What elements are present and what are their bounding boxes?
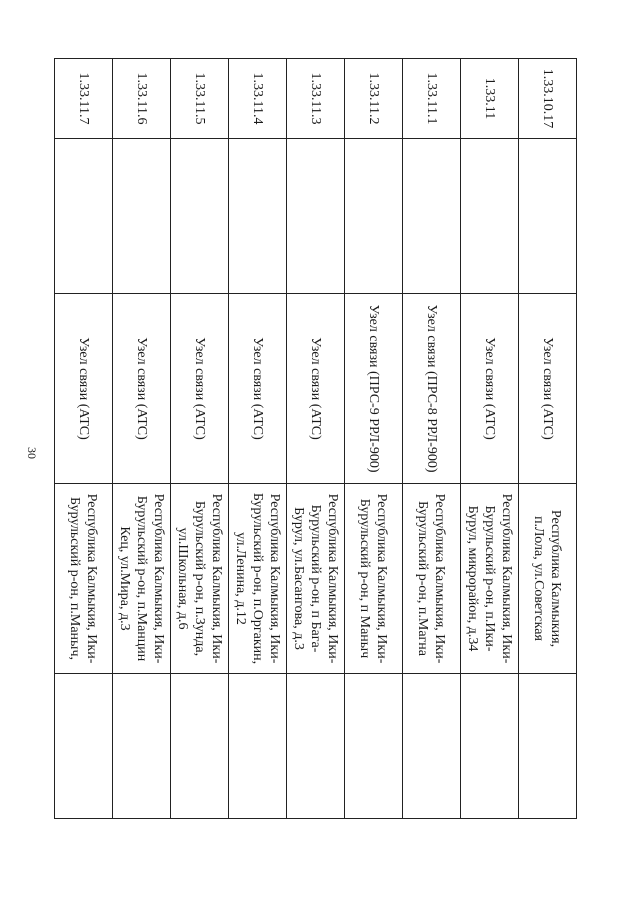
empty-cell: [519, 674, 577, 819]
empty-cell: [229, 139, 287, 294]
empty-cell: [287, 139, 345, 294]
facility-type: Узел связи (АТС): [55, 294, 113, 484]
table-row: [229, 59, 287, 819]
facility-address: Республика Калмыкия, Ики-Бурульский р-он, п.Ики-Бурул, микрорайон, д.34: [461, 484, 519, 674]
facility-type: Узел связи (АТС): [287, 294, 345, 484]
facility-address: Республика Калмыкия, Ики-Бурульский р-он, п.Зунда, ул.Школьная, д.6: [171, 484, 229, 674]
row-number: 1.33.11.4: [229, 59, 287, 139]
page-number: 30: [25, 447, 39, 459]
facility-address: Республика Калмыкия, Ики-Бурульский р-он, п.Магна: [403, 484, 461, 674]
empty-cell: [287, 674, 345, 819]
table-row: [461, 59, 519, 819]
facility-address: Республика Калмыкия, Ики-Бурульский р-он, п Маныч: [345, 484, 403, 674]
table-row: [519, 59, 577, 819]
empty-cell: [345, 139, 403, 294]
facility-type: Узел связи (АТС): [171, 294, 229, 484]
row-number: 1.33.11.2: [345, 59, 403, 139]
table-row: [55, 59, 113, 819]
empty-cell: [113, 139, 171, 294]
table-row: [345, 59, 403, 819]
facility-address: Республика Калмыкия, Ики-Бурульский р-он, п Бага-Бурул, ул.Басангова, д.3: [287, 484, 345, 674]
facility-address: Республика Калмыкия, Ики-Бурульский р-он, п.Маныч,: [55, 484, 113, 674]
empty-cell: [113, 674, 171, 819]
table-row: [113, 59, 171, 819]
empty-cell: [461, 139, 519, 294]
row-number: 1.33.11.1: [403, 59, 461, 139]
table-row: [171, 59, 229, 819]
empty-cell: [345, 674, 403, 819]
facility-type: Узел связи (АТС): [113, 294, 171, 484]
row-number: 1.33.11.3: [287, 59, 345, 139]
facility-type: Узел связи (ПРС-8 РРЛ-900): [403, 294, 461, 484]
row-number: 1.33.11.6: [113, 59, 171, 139]
facility-address: Республика Калмыкия, п.Лола, ул.Советская: [519, 484, 577, 674]
facility-type: Узел связи (АТС): [519, 294, 577, 484]
table-row: [287, 59, 345, 819]
empty-cell: [55, 674, 113, 819]
row-number: 1.33.10.17: [519, 59, 577, 139]
empty-cell: [171, 674, 229, 819]
empty-cell: [171, 139, 229, 294]
row-number: 1.33.11: [461, 59, 519, 139]
facility-type: Узел связи (АТС): [461, 294, 519, 484]
rotated-table-wrapper: [54, 58, 577, 818]
facility-type: Узел связи (АТС): [229, 294, 287, 484]
facility-address: Республика Калмыкия, Ики-Бурульский р-он, п.Оргакин, ул.Ленина, д.12: [229, 484, 287, 674]
row-number: 1.33.11.7: [55, 59, 113, 139]
empty-cell: [403, 674, 461, 819]
empty-cell: [229, 674, 287, 819]
row-number: 1.33.11.5: [171, 59, 229, 139]
empty-cell: [461, 674, 519, 819]
empty-cell: [55, 139, 113, 294]
facility-address: Республика Калмыкия, Ики-Бурульский р-он, п.Манцин Кец, ул.Мира, д.3: [113, 484, 171, 674]
facilities-table: [54, 58, 577, 819]
facility-type: Узел связи (ПРС-9 РРЛ-900): [345, 294, 403, 484]
empty-cell: [403, 139, 461, 294]
empty-cell: [519, 139, 577, 294]
table-row: [403, 59, 461, 819]
